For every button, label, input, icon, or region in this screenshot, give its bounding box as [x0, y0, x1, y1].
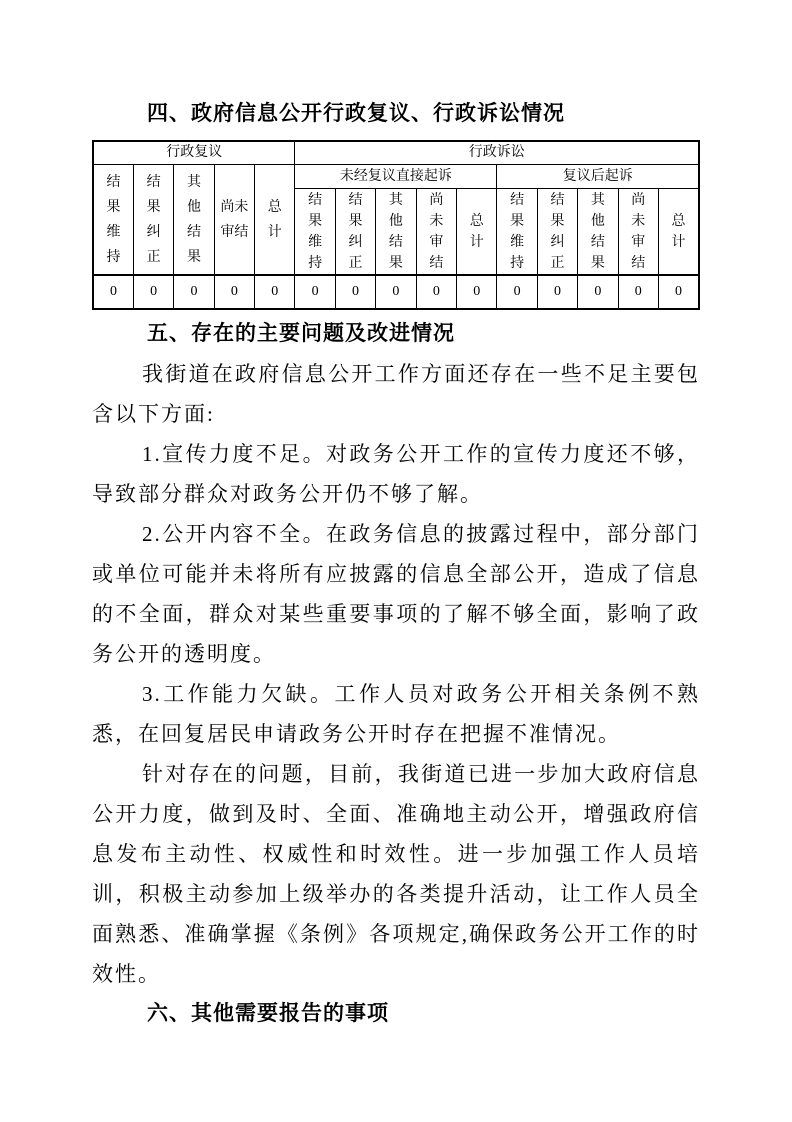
review-col-label: 尚未审结	[220, 199, 249, 240]
direct-col-result-upheld	[295, 189, 335, 276]
review-litigation-table	[92, 140, 700, 310]
review-col-label: 结果维持	[106, 174, 121, 265]
subgroup-header-direct-suit: 未经复议直接起诉	[295, 165, 497, 189]
review-col-total	[255, 165, 295, 276]
after-col-label: 结果维持	[510, 192, 525, 271]
value-cell: 0	[457, 275, 497, 309]
paragraph-problem-2: 2.公开内容不全。在政务信息的披露过程中，部分部门或单位可能并未将所有应披露的信息全部公开，造成了信息的不全面，群众对某些重要事项的了解不够全面，影响了政务公开的透明度。	[92, 522, 700, 666]
after-col-result-upheld	[497, 189, 537, 276]
after-col-label: 结果纠正	[550, 192, 565, 271]
direct-col-label: 其他结果	[388, 192, 403, 271]
review-col-result-corrected	[133, 165, 173, 276]
direct-col-other-result	[376, 189, 416, 276]
value-cell: 0	[255, 275, 295, 309]
group-header-litigation: 行政诉讼	[295, 141, 699, 165]
value-cell: 0	[578, 275, 618, 309]
review-col-pending	[214, 165, 254, 276]
review-col-other-result	[174, 165, 214, 276]
value-cell: 0	[416, 275, 456, 309]
direct-col-label: 总计	[469, 213, 484, 250]
direct-col-pending	[416, 189, 456, 276]
direct-col-total	[457, 189, 497, 276]
paragraph-problem-3: 3.工作能力欠缺。工作人员对政务公开相关条例不熟悉，在回复居民申请政务公开时存在把握不准情况。	[92, 682, 700, 746]
value-cell: 0	[214, 275, 254, 309]
review-col-label: 结果纠正	[146, 174, 161, 265]
direct-col-label: 结果维持	[308, 192, 323, 271]
value-cell: 0	[295, 275, 335, 309]
after-col-result-corrected	[537, 189, 577, 276]
value-cell: 0	[497, 275, 537, 309]
direct-col-label: 尚未审结	[429, 192, 444, 271]
value-cell: 0	[376, 275, 416, 309]
table-group-header-row	[93, 141, 699, 165]
value-cell: 0	[658, 275, 699, 309]
table-values-row	[93, 275, 699, 309]
value-cell: 0	[618, 275, 658, 309]
paragraph-improvements: 针对存在的问题，目前，我街道已进一步加大政府信息公开力度，做到及时、全面、准确地主动公开，增强政府信息发布主动性、权威性和时效性。进一步加强工作人员培训，积极主动参加上级举办的各类提升活动，让工作人员全面熟悉、准确掌握《条例》各项规定,确保政务公开工作的时效性。	[92, 762, 700, 986]
paragraph-problem-1: 1.宣传力度不足。对政务公开工作的宣传力度还不够，导致部分群众对政务公开仍不够了解。	[92, 442, 700, 506]
after-col-label: 尚未审结	[631, 192, 646, 271]
direct-col-result-corrected	[335, 189, 375, 276]
after-col-label: 总计	[671, 213, 686, 250]
section-5-heading: 五、存在的主要问题及改进情况	[147, 322, 455, 345]
value-cell: 0	[537, 275, 577, 309]
review-col-result-upheld	[93, 165, 133, 276]
after-col-label: 其他结果	[590, 192, 605, 271]
table-subgroup-header-row	[93, 165, 699, 189]
after-col-total	[658, 189, 699, 276]
group-header-review: 行政复议	[93, 141, 295, 165]
value-cell: 0	[93, 275, 133, 309]
value-cell: 0	[335, 275, 375, 309]
after-col-pending	[618, 189, 658, 276]
section-4-heading: 四、政府信息公开行政复议、行政诉讼情况	[147, 102, 565, 125]
section-6-heading: 六、其他需要报告的事项	[147, 1002, 389, 1025]
direct-col-label: 结果纠正	[348, 192, 363, 271]
paragraph-intro: 我街道在政府信息公开工作方面还存在一些不足主要包含以下方面:	[92, 362, 700, 426]
review-col-label: 总计	[267, 199, 282, 240]
value-cell: 0	[133, 275, 173, 309]
value-cell: 0	[174, 275, 214, 309]
subgroup-header-suit-after-review: 复议后起诉	[497, 165, 699, 189]
after-col-other-result	[578, 189, 618, 276]
review-col-label: 其他结果	[186, 174, 201, 265]
